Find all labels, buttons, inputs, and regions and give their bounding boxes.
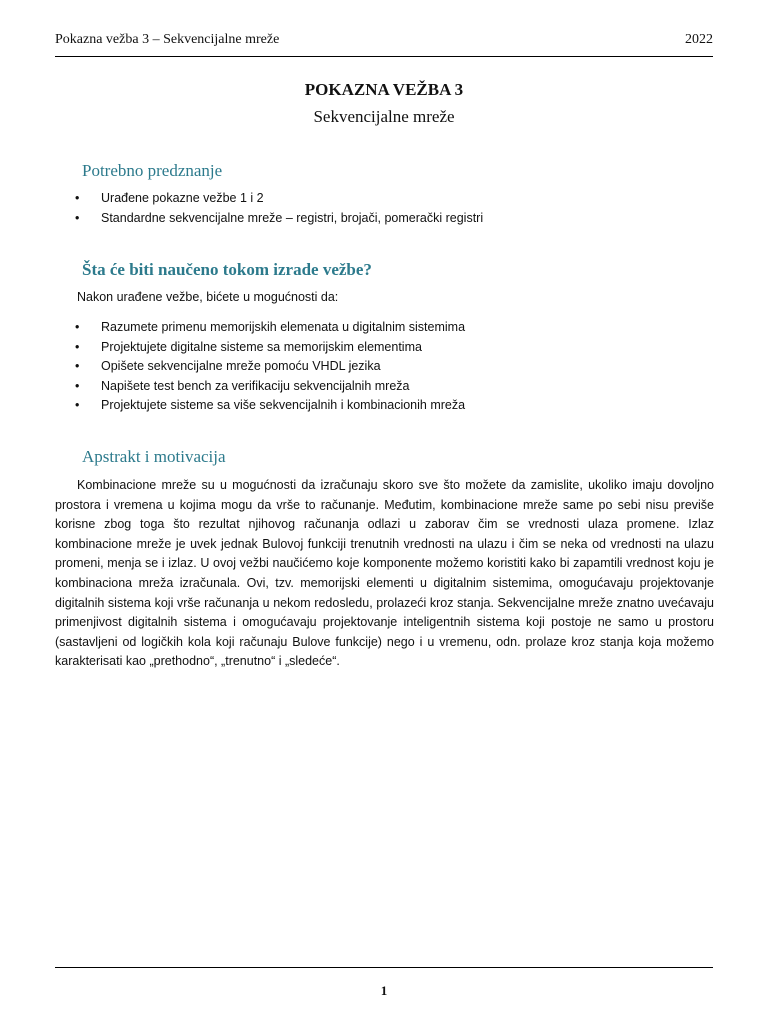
learning-intro: Nakon urađene vežbe, bićete u mogućnosti da: (77, 290, 339, 304)
list-item (75, 377, 465, 397)
page-header (55, 32, 713, 52)
footer-divider (55, 967, 713, 968)
section-heading-learning: Šta će biti naučeno tokom izrade vežbe? (82, 260, 372, 279)
abstract-paragraph: Kombinacione mreže su u mogućnosti da izračunaju skoro sve što možete da zamislite, ukoliko imaju dovoljno prostora i vremena u kojima mogu da vrše to računanje. Međutim, kombinacione mreže same po sebi nisu previše korisne zbog toga što rezultat njihovog računanja odlazi u zaborav čim se vrednosti ulaza promene. Izlaz kombinacione mreže je uvek jednak Bulovoj funkciji trenutnih vrednosti na ulazu i čim se neka od vrednosti na ulazu promeni, menja se i izlaz. U ovoj vežbi naučićemo koje komponente možemo koristiti kako bi zapamtili vrednost koju je kombinaciona mreža izračunala. Ovi, tzv. memorijski elementi u digitalnim sistemima, omogućavaju projektovanje digitalnih sistema koji vrše računanja u nekom redosledu, prolazeći kroz stanja. Sekvencijalne mreže znatno uvećavaju primenjivost digitalnih sistema i omogućavaju projektovanje inteligentnih sistema koji postoje ne samo u prostoru (sastavljeni od logičkih kola koji računaju Bulove funkcije) nego i u vremenu, odn. prolaze kroz stanja koja možemo karakterisati kao „prethodno“, „trenutno“ i „sledeće“. (55, 478, 714, 669)
list-item-text: Projektujete sisteme sa više sekvencijalnih i kombinacionih mreža (101, 398, 466, 413)
section-heading-abstract: Apstrakt i motivacija (82, 447, 226, 466)
bullet-icon: • (75, 191, 80, 205)
section-heading-prerequisites: Potrebno predznanje (82, 161, 223, 180)
page-number: 1 (380, 983, 388, 998)
list-item (75, 396, 465, 416)
list-item (75, 189, 483, 209)
bullet-icon: • (75, 339, 80, 354)
header-divider (55, 56, 713, 57)
prerequisites-list (75, 189, 483, 228)
bullet-icon: • (75, 359, 80, 374)
list-item-text: Standardne sekvencijalne mreže – registri, brojači, pomerački registri (101, 210, 484, 225)
list-item (75, 357, 465, 377)
list-item-text: Opišete sekvencijalne mreže pomoću VHDL jezika (101, 359, 381, 374)
list-item-text: Urađene pokazne vežbe 1 i 2 (101, 191, 264, 205)
list-item-text: Razumete primenu memorijskih elemenata u digitalnim sistemima (101, 320, 466, 334)
list-item (75, 338, 465, 358)
bullet-icon: • (75, 320, 80, 334)
bullet-icon: • (75, 378, 80, 393)
bullet-icon: • (75, 398, 80, 413)
document-title: POKAZNA VEŽBA 3 (304, 80, 464, 99)
header-document-title: Pokazna vežba 3 – Sekvencijalne mreže (55, 32, 280, 47)
document-subtitle: Sekvencijalne mreže (313, 107, 455, 126)
list-item (75, 209, 483, 229)
list-item (75, 318, 465, 338)
learning-outcomes-list (75, 318, 465, 416)
bullet-icon: • (75, 210, 80, 225)
list-item-text: Napišete test bench za verifikaciju sekvencijalnih mreža (101, 378, 410, 393)
header-year: 2022 (685, 32, 713, 47)
list-item-text: Projektujete digitalne sisteme sa memorijskim elementima (101, 339, 422, 354)
